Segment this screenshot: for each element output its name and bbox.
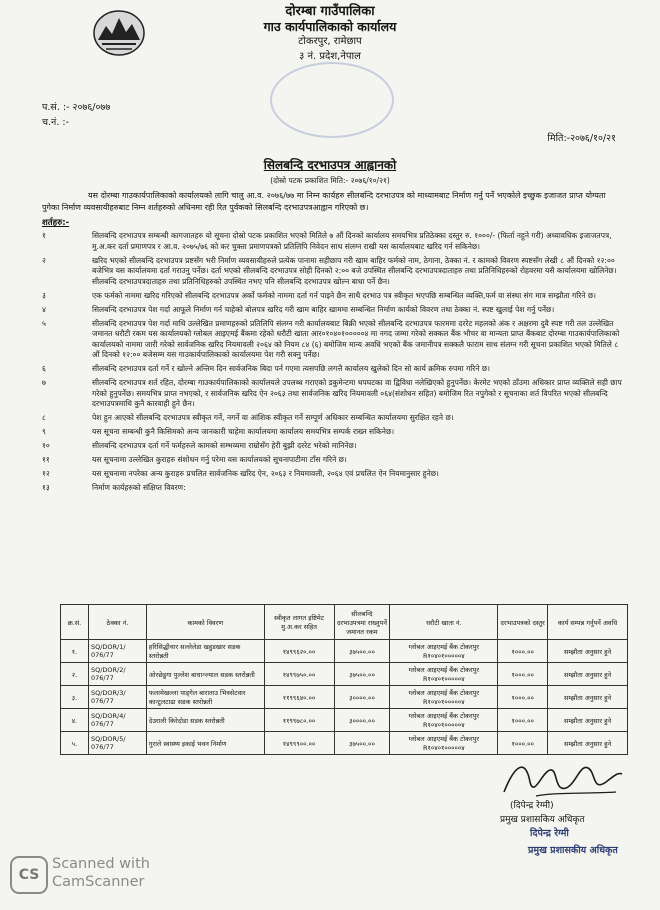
term-text: सीलबन्दि दरभाउपत्र दर्ता गर्ने र खोल्ने अन्तिम दिन सार्वजनिक बिदा पर्न गएमा त्यसपछि लगत्तै कार्यालय खुलेको दिन सो कार्य क्रमिक रुपमा गरिने छ। — [92, 364, 490, 373]
column-header: स्वीकृत लागत इष्टिमेट मु.अ.कर सहित — [264, 605, 334, 640]
term-number: ६ — [42, 364, 46, 373]
term-item — [42, 256, 622, 288]
column-header: ठेक्का नं. — [88, 605, 146, 640]
camscanner-logo-icon: CS — [10, 856, 48, 894]
term-item — [42, 469, 622, 480]
table-cell: ग्लोबल आइएमई बैंक टोकरपुर R१०४०१०००००४ — [390, 732, 498, 755]
table-cell: ४. — [61, 709, 89, 732]
column-header: धरौटी खाता नं. — [390, 605, 498, 640]
table-cell: १४९९७५०.०० — [264, 663, 334, 686]
term-number: ११ — [42, 455, 50, 464]
handwritten-signature — [496, 752, 626, 802]
stamp-title: प्रमुख प्रशासकीय अधिकृत — [528, 845, 618, 856]
table-row — [61, 686, 628, 709]
column-header: कामको विवरण — [146, 605, 264, 640]
table-cell: सम्झौता अनुसार हुने — [548, 686, 628, 709]
table-cell: १०००.०० — [498, 732, 548, 755]
signatory-name: (दिपेन्द्र रेग्मी) — [510, 801, 554, 811]
table-cell: ३७५००.०० — [334, 732, 390, 755]
table-cell: SQ/DOR/1/ 076/77 — [88, 640, 146, 663]
watermark-line1: Scanned with — [52, 856, 150, 872]
table-row — [61, 663, 628, 686]
term-number: ७ — [42, 378, 46, 387]
reference-number: प.सं. :- २०७६/०७७ — [42, 102, 111, 113]
term-item — [42, 291, 622, 302]
term-item — [42, 483, 622, 494]
term-text: सीलबन्दि दरभाउपत्र पेश गर्दा माथि उल्लेखित प्रमाणहरुको प्रतिलिपि संलग्न गरी कार्यालयबाट बिक्री भएको सीलबन्दि दरभाउपत्र फारममा दररेट महलको अंक र अक्षरमा दुवै स्पष्ट गरी तल उल्लेखित जमानत धरौटी रकम यस कार्यालयको ग्लोबल आइएमई बैंकमा रहेको धरौटी खाता आर०१०४०१०००००४ मा नगद जम्मा गरेको सक्कल बैंक भौचर वा मान्यता प्राप्त बैंकबाट दोरम्बा गाउकार्यपालिकाको कार्यालयको नाममा जारी गरेको सार्वजनिक खरिद नियमावली २०६४ को नियम ८४ (६) बमोजिम मान्य अवधि भएको बैंक जमानीपत्र सक्कलै फाराम साथ संलग्न गरी सूचना प्रकाशित भएको मितिले ८ औं दिनको १२:०० बजेसम्म यस गाउकार्यपालिकाको कार्यालयमा पेश गरी सक्नु पर्नेछ। — [92, 318, 620, 359]
stamp-name: दिपेन्द्र रेग्मी — [530, 828, 569, 839]
term-number: ९ — [42, 427, 46, 436]
table-cell: ११९९७८०.०० — [264, 709, 334, 732]
table-cell: ३७५००.०० — [334, 663, 390, 686]
table-cell: १०००.०० — [498, 663, 548, 686]
table-cell: सम्झौता अनुसार हुने — [548, 732, 628, 755]
table-row — [61, 640, 628, 663]
table-row — [61, 709, 628, 732]
term-item — [42, 455, 622, 466]
table-cell: SQ/DOR/3/ 076/77 — [88, 686, 146, 709]
table-cell: ११९९६४०.०० — [264, 686, 334, 709]
table-cell: ३००००.०० — [334, 686, 390, 709]
table-cell: देउराली किरेदोडा सडक स्तरोन्नती — [146, 709, 264, 732]
dispatch-number: च.नं. :- — [42, 117, 69, 128]
term-text: पेश हुन आएको सीलबन्दि दरभाउपत्र स्वीकृत गर्ने, नगर्ने वा आंशिक स्वीकृत गर्ने सम्पूर्ण अधिकार सम्बन्धित कार्यालयमा सुरक्षित रहने छ। — [92, 413, 454, 422]
table-cell: १०००.०० — [498, 686, 548, 709]
term-text: सीलबन्दि दरभाउपत्र शर्त रहित, दोरम्बा गाउकार्यपालिकाको कार्यालयले उपलब्ध गराएको डकुमेन्टमा थपघटका वा द्विविधा नलेखिएको हुनुपर्नेछ। केरमेट भएको ठाँउमा अधिकार प्राप्त व्यक्तिले सही छाप गरेको हुनुपर्नेछ। समयभित्र प्राप्त नभएको, र सार्वजनिक खरिद ऐन २०६३ तथा सार्वजनिक खरिद नियमावली ०६४(संशोधन सहित) बमोजिम रित नपुगेको र सूचनाका शर्त विपरित भएको सीलबन्दि दरभाउपत्रमाथि कुनै कारवाही हुने छैन। — [92, 378, 622, 408]
table-cell: ओरछेडुगा पुल्लेश बाधान्ज्याल सडक स्तरोन्नती — [146, 663, 264, 686]
table-cell: SQ/DOR/5/ 076/77 — [88, 732, 146, 755]
works-table — [60, 604, 628, 755]
office-province: ३ नं. प्रदेश,नेपाल — [299, 51, 361, 62]
table-cell: १०००.०० — [498, 709, 548, 732]
table-cell: ग्लोबल आइएमई बैंक टोकरपुर R१०४०१०००००४ — [390, 686, 498, 709]
table-cell: १४९९६२०.०० — [264, 640, 334, 663]
notice-subtitle: (दोस्रो पटक प्रकाशित मिति:- २०७६/१०/२१) — [270, 176, 390, 185]
column-header: सीलबन्दि दरभाउपत्रमा राख्नुपर्ने जमानत रकम — [334, 605, 390, 640]
column-header: क्र.सं. — [61, 605, 89, 640]
office-header — [200, 4, 460, 64]
term-number: ४ — [42, 304, 46, 314]
table-cell: सम्झौता अनुसार हुने — [548, 663, 628, 686]
table-cell: सम्झौता अनुसार हुने — [548, 640, 628, 663]
office-seal-stamp — [270, 62, 394, 138]
table-cell: १. — [61, 640, 89, 663]
term-item — [42, 364, 622, 375]
terms-heading: शर्तहरु:- — [42, 218, 70, 228]
table-cell: गुराले स्वास्थ्य इकाई भवन निर्माण — [146, 732, 264, 755]
column-header: दरभाउपत्रको दस्तुर — [498, 605, 548, 640]
notice-intro: यस दोरम्बा गाउकार्यपालिकाको कार्यालयको लागि चालु आ.व. २०७६/७७ मा निम्न कार्यहरु सीलबन्दि दरभाउपत्र को माध्यामबाट निर्माण गर्नु पर्ने भएकोले इच्छुक इजाजत प्राप्त योग्यता पुगेका निर्माण व्यवसायीहरुबाट निम्न शर्तहरुको अधिनमा रही रित पुर्वकको सिलबन्दि दरभाउपत्रआह्वान गरिएको छ। — [42, 191, 606, 212]
term-text: सिलबन्दि दरभाउपत्र पेश गर्दा आफूले निर्माण गर्न चाहेको बोलपत्र खरिद गरी खाम बाहिर खाममा सम्बन्धित निर्माण कार्यको विवरण तथा ठेक्का नं. स्पष्ट खुलाई पेश गर्नु पर्नेछ। — [92, 304, 555, 314]
table-cell: SQ/DOR/2/ 076/77 — [88, 663, 146, 686]
office-name: गाउ कार्यपालिकाको कार्यालय — [263, 19, 397, 34]
term-text: यस सूचनामा नपरेका अन्य कुराहरु प्रचलित सार्वजनिक खरिद ऐन, २०६३ र नियमावली, २०६४ एवं प्रचलित ऐन नियमानुसार हुनेछ। — [92, 469, 439, 478]
watermark-line2: CamScanner — [52, 874, 145, 890]
term-item — [42, 319, 622, 361]
table-header-row — [61, 605, 628, 640]
term-text: यस सूचना सम्बन्धी कुनै किसिमको अन्य जानकारी चाहेमा कार्यालयमा कार्यालय समयभित्र सम्पर्क राख्न सकिनेछ। — [92, 427, 395, 436]
term-item — [42, 413, 622, 424]
term-item — [42, 427, 622, 438]
term-text: एक फर्मको नाममा खरिद गरिएको सीलबन्दि दरभाउपत्र अर्को फर्मको नाममा दर्ता गर्न पाइने छैन साथै दरभाउ पत्र स्वीकृत भएपछि सम्बन्धित व्यक्ति,फर्म वा संस्था संग मात्र सम्झौता गरिने छ। — [92, 290, 596, 300]
table-cell: ३७५००.०० — [334, 640, 390, 663]
column-header: कार्य सम्पन्न गर्नुपर्ने अवधि — [548, 605, 628, 640]
table-cell: ग्लोबल आइएमई बैंक टोकरपुर R१०४०१०००००४ — [390, 663, 498, 686]
table-cell: ग्लोबल आइएमई बैंक टोकरपुर R१०४०१०००००४ — [390, 640, 498, 663]
term-text: सिलबन्दि दरभाउपत्र सम्बन्धी कागजातहरु यो सूचना दोस्रो पटक प्रकाशित भएको मितिले ७ औं दिनको कार्यालय समयभित्र प्रतिठेक्का दस्तुर रु. १०००/- (फिर्ता नहुने गरी) अध्यावधिक इजाजतपत्र, मु.अ.कर दर्ता प्रमाणपत्र र आ.व. २०७५/७६ को कर चुक्ता प्रमाणपत्रको प्रतिलिपि निवेदन साथ संलग्न राखी यस कार्यालयबाट खरिद गर्न सकिनेछ। — [92, 231, 612, 251]
signatory-title: प्रमुख प्रशासकिय अधिकृत — [500, 815, 585, 825]
table-cell: २. — [61, 663, 89, 686]
table-cell: SQ/DOR/4/ 076/77 — [88, 709, 146, 732]
terms-list — [42, 231, 622, 497]
table-cell: ३००००.०० — [334, 709, 390, 732]
term-number: १२ — [42, 469, 50, 478]
table-cell: १४९९९००.०० — [264, 732, 334, 755]
table-cell: हरिसिद्धीचार सल्लेलेडा खहुडखार सडक स्तरोन्नती — [146, 640, 264, 663]
term-item — [42, 378, 622, 410]
term-text: सीलबन्दि दरभाउपत्र दर्ता गर्ने फर्महरुले कामको सम्भव्यमा राम्रोसँग हेरी बुझी दररेट भरेको मानिनेछ। — [92, 441, 357, 450]
term-item — [42, 441, 622, 452]
notice-date: मिति:-२०७६/१०/२१ — [547, 133, 616, 144]
term-number: ३ — [42, 290, 46, 300]
municipality-name: दोरम्बा गाउँपालिका — [285, 4, 375, 19]
term-text: खरिद भएको सीलबन्दि दरभाउपत्र प्रष्टसँग भरी निर्माण व्यवसायीहरुले प्रत्येक पानामा सहीछाप गरी खाम बाहिर फर्मको नाम, ठेगाना, ठेक्का नं. र कामको विवरण स्पष्टसँग लेखी ८ औं दिनको १२:०० बजेभित्र यस कार्यालयमा दर्ता गराउनु पर्नेछ। दर्ता भएको सीलबन्दि दरभाउपत्र सोही दिनको २:०० बजे उपस्थित सीलबन्दि दरभाउपत्रदाताहरु तथा प्रतिनिधिहरुको रोहवरमा यसै कार्यालयमा खोलिनेछ। सीलबन्दि दरभाउपत्रदाताहरु तथा प्रतिनिधिहरुको उपस्थित नभए पनि सीलबन्दि दरभाउपत्र खोल्न बाधा पर्ने छैन। — [92, 255, 617, 286]
notice-title: सिलबन्दि दरभाउपत्र आह्वानको — [263, 158, 397, 172]
term-number: १३ — [42, 483, 50, 492]
term-text: निर्माण कार्यहरुको संक्षिप्त विवरण: — [92, 483, 186, 492]
table-cell: १०००.०० — [498, 640, 548, 663]
term-item — [42, 231, 622, 252]
term-text: यस सूचनामा उल्लेखित कुराहरु संशोधन गर्नु परेमा यस कार्यालयको सूचनापाटीमा टाँस गरिने छ। — [92, 455, 347, 464]
office-location: टोकरपुर, रामेछाप — [298, 36, 362, 47]
term-number: १ — [42, 231, 46, 240]
term-number: ५ — [42, 318, 46, 328]
table-cell: ग्लोबल आइएमई बैंक टोकरपुर R१०४०१०००००४ — [390, 709, 498, 732]
nepal-emblem-icon — [92, 8, 146, 58]
term-item — [42, 305, 622, 316]
term-number: १० — [42, 441, 50, 450]
term-number: ८ — [42, 413, 46, 422]
table-cell: फलामेखल्ला पाड्गेल बाराताउ भित्रसेटवार कान्टुलटाढा सडक स्तरोन्नती — [146, 686, 264, 709]
table-cell: सम्झौता अनुसार हुने — [548, 709, 628, 732]
table-cell: ३. — [61, 686, 89, 709]
table-cell: ५. — [61, 732, 89, 755]
term-number: २ — [42, 255, 46, 265]
